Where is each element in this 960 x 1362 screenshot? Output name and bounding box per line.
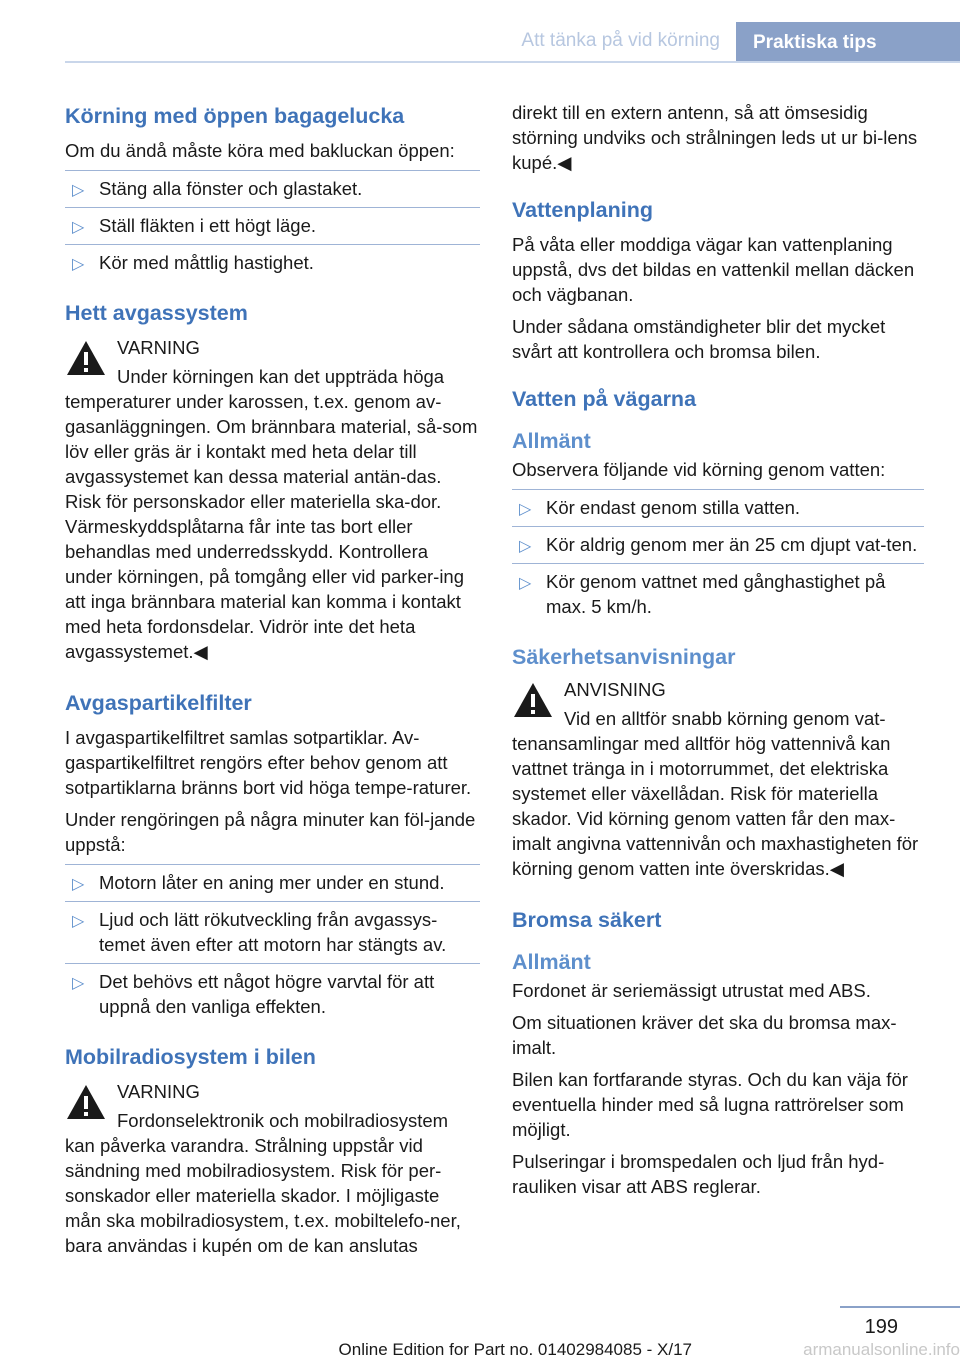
notice-triangle-icon [512,681,554,719]
notice-first-line: Vid en alltför snabb körning genom vat- [564,708,886,729]
warning-text: temperaturer under karossen, t.ex. genom av-gasanläggningen. Om brännbara material, så-som löv eller gräs är i kontakt med heta delar till avgassystemet kan dessa material antän-das. Risk för personskador eller materiella ska-dor. Värmeskyddsplåtarna får inte tas bort eller behandlas med underredsskydd. Kontrollera under körningen, på tomgång eller vid parker-ing att inga brännbara material kan komma i kontakt med heta fordonsdelar. Vidrör inte det heta avgassystemet.◀ [65,391,478,662]
list-item: ▷ Stäng alla fönster och glastaket. [65,170,480,207]
triangle-bullet-icon: ▷ [72,913,85,930]
list-item: ▷ Det behövs ett något högre varvtal för att uppnå den vanliga effekten. [65,963,480,1025]
notice-block [512,677,924,731]
left-column [65,100,480,1265]
bullet-list [65,170,480,281]
paragraph: Fordonet är seriemässigt utrustat med ABS. [512,980,871,1001]
header-chapter-tab: Praktiska tips [736,22,960,63]
heading-hot-exhaust: Hett avgassystem [65,301,248,325]
list-item: ▷ Kör endast genom stilla vatten. [512,489,924,526]
list-item: ▷ Kör med måttlig hastighet. [65,244,480,281]
warning-label: VARNING [117,337,200,358]
warning-triangle-icon [65,1083,107,1121]
header-section-title: Att tänka på vid körning [521,30,720,51]
subheading-general: Allmänt [512,950,591,974]
paragraph-continued: direkt till en extern antenn, så att ömsesidig störning undviks och strålningen leds ut ur bi-lens kupé.◀ [512,102,918,173]
paragraph: Bilen kan fortfarande styras. Och du kan väja för eventuella hinder med så lugna rattrörelser som möjligt. [512,1069,908,1140]
heading-open-tailgate: Körning med öppen bagagelucka [65,104,405,128]
warning-block [65,335,480,389]
triangle-bullet-icon: ▷ [519,538,532,555]
warning-text: kan påverka varandra. Strålning uppstår vid sändning med mobilradiosystem. Risk för per-sonskador eller materiella skador. I möjligaste mån ska mobilradiosystem, t.ex. mobiltelefo-ner, bara användas i kupén om de kan anslutas [65,1135,461,1256]
paragraph: Pulseringar i bromspedalen och ljud från hyd-rauliken visar att ABS reglerar. [512,1151,885,1197]
list-item: ▷ Ställ fläkten i ett högt läge. [65,207,480,244]
paragraph: I avgaspartikelfiltret samlas sotpartiklar. Av-gaspartikelfiltret rengörs efter behov genom att sotpartiklarna bränns bort vid höga tempe-raturer. [65,727,472,798]
triangle-bullet-icon: ▷ [519,501,532,518]
triangle-bullet-icon: ▷ [72,182,85,199]
page-number: 199 [864,1316,898,1338]
triangle-bullet-icon: ▷ [72,876,85,893]
subheading-safety-notes: Säkerhetsanvisningar [512,645,736,669]
triangle-bullet-icon: ▷ [519,575,532,592]
heading-brake-safely: Bromsa säkert [512,908,662,932]
list-item: ▷ Motorn låter en aning mer under en stund. [65,864,480,901]
heading-aquaplaning: Vattenplaning [512,198,653,222]
notice-label: ANVISNING [564,679,666,700]
paragraph: På våta eller moddiga vägar kan vattenplaning uppstå, dvs det bildas en vattenkil mellan däcken och vägbanan. [512,234,915,305]
footer-rule [840,1306,960,1308]
notice-text: tenansamlingar med alltför hög vattennivå kan vattnet tränga in i motorrummet, det elektriska systemet eller växellådan. Risk för materiella skador. Vid körning genom vatten får den max-imalt angivna vattennivån och maxhastigheten för körning genom vatten inte överskridas.◀ [512,733,919,879]
heading-particle-filter: Avgaspartikelfilter [65,691,252,715]
edition-label: Online Edition for Part no. 01402984085 - X/17 [338,1340,692,1359]
warning-first-line: Fordonselektronik och mobilradiosystem [117,1110,449,1131]
warning-first-line: Under körningen kan det uppträda höga [117,366,445,387]
header-rule [65,61,960,63]
subheading-general: Allmänt [512,429,591,453]
triangle-bullet-icon: ▷ [72,975,85,992]
list-item: ▷ Kör genom vattnet med gånghastighet på max. 5 km/h. [512,563,924,625]
warning-label: VARNING [117,1081,200,1102]
triangle-bullet-icon: ▷ [72,219,85,236]
paragraph: Om du ändå måste köra med bakluckan öppen: [65,140,455,161]
heading-mobile-radio: Mobilradiosystem i bilen [65,1045,316,1069]
list-item: ▷ Ljud och lätt rökutveckling från avgassys-temet även efter att motorn har stängts av. [65,901,480,963]
paragraph: Under sådana omständigheter blir det mycket svårt att kontrollera och bromsa bilen. [512,316,886,362]
triangle-bullet-icon: ▷ [72,256,85,273]
paragraph: Under rengöringen på några minuter kan föl-jande uppstå: [65,809,476,855]
bullet-list [512,489,924,625]
paragraph: Observera följande vid körning genom vatten: [512,459,886,480]
list-item: ▷ Kör aldrig genom mer än 25 cm djupt vat-ten. [512,526,924,563]
paragraph: Om situationen kräver det ska du bromsa max-imalt. [512,1012,897,1058]
warning-block [65,1079,480,1133]
watermark: armanualsonline.info [803,1340,960,1359]
warning-triangle-icon [65,339,107,377]
bullet-list [65,864,480,1025]
right-column [512,100,924,1206]
heading-water-on-road: Vatten på vägarna [512,387,697,411]
